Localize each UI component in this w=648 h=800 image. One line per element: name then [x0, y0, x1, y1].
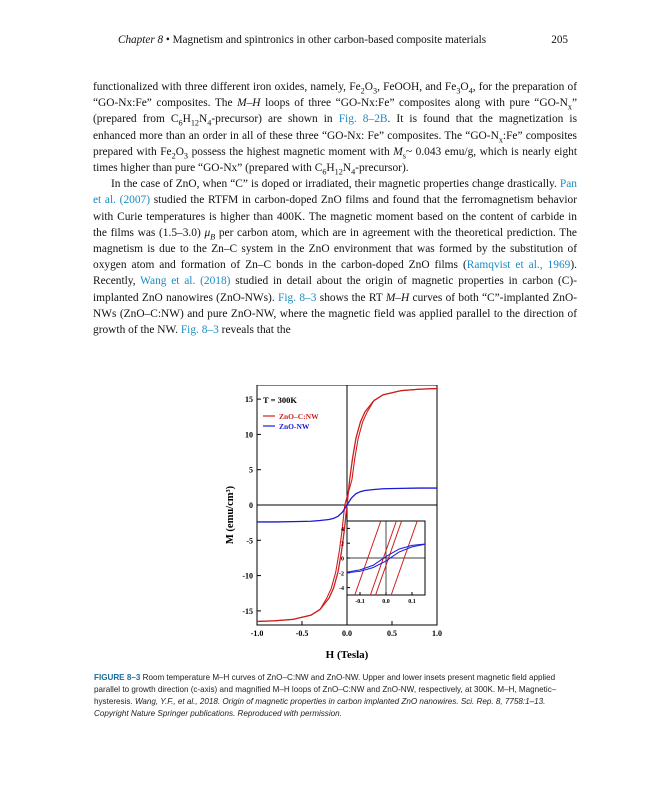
inset-y-tick-label: 0: [341, 556, 344, 563]
inset-y-tick-label: -4: [339, 586, 344, 593]
y-axis-label: M (emu/cm³): [225, 485, 236, 545]
citation-link-pan-2007[interactable]: Pan et al. (2007): [93, 178, 577, 207]
y-tick-label: -15: [242, 606, 253, 616]
chapter-title: • Magnetism and spintronics in other carbon-based composite materials: [163, 34, 487, 46]
caption-citation: Wang, Y.F., et al., 2018. Origin of magnetic properties in carbon implanted ZnO nanowires. Sci. Rep. 8, 7758:1–13. Copyright Nature Springer publications. Reproduced with permission.: [94, 697, 546, 718]
paragraph-2: In the case of ZnO, when “C” is doped or irradiated, their magnetic properties change drastically. Pan et al. (2007) studied the RTFM in carbon-doped ZnO films and found that the ferromagnetism behavior with Curie temperatures is higher than 400K. The magnetic moment based on the content of carbide in the films was (1.5–3.0) $\mu_B$ per carbon atom, which are in agreement with the theoretical prediction. The magnetism is due to the Zn–C system in the ZnO environment that was formed by the substitution of oxygen atom and formation of Zn–C bonds in the carbon-doped ZnO films (Ramqvist et al., 1969). Recently, Wang et al. (2018) studied in detail about the origin of magnetic properties in carbon (C)-implanted ZnO nanowires (ZnO-NWs). Fig. 8–3 shows the RT M–H curves of both “C”-implanted ZnO-NWs (ZnO–C:NW) and pure ZnO-NW, where the magnetic field was applied parallel to the direction of growth of the NW. Fig. 8–3 reveals that the: [93, 178, 577, 337]
figure-link-8-2b[interactable]: Fig. 8–2B: [338, 113, 388, 126]
running-header: [118, 34, 568, 46]
x-tick-label: -1.0: [250, 629, 264, 638]
figure-link-8-3[interactable]: Fig. 8–3: [278, 291, 317, 304]
figure-caption: [94, 672, 578, 720]
y-tick-label: -5: [246, 536, 253, 546]
page-number: 205: [551, 34, 568, 46]
inset-y-tick-label: 4: [341, 526, 344, 533]
caption-label: FIGURE 8–3: [94, 673, 141, 682]
y-tick-label: -10: [242, 571, 253, 581]
inset-y-tick-label: 2: [341, 541, 344, 548]
legend-label-znoc: ZnO–C:NW: [279, 412, 319, 421]
inset-x-tick-label: 0.0: [382, 599, 390, 605]
x-tick-label: 0.0: [342, 629, 352, 638]
figure-8-3: [225, 385, 455, 667]
x-tick-label: 0.5: [387, 629, 397, 638]
figure-link-8-3-second[interactable]: Fig. 8–3: [180, 324, 219, 337]
body-text: [93, 79, 577, 338]
inset-y-tick-label: -2: [339, 571, 344, 578]
paragraph-1: functionalized with three different iron oxides, namely, $Fe_2O_3$, FeOOH, and $Fe_3O_4$, for the preparation of “GO-Nx:Fe” composites. The M–H loops of three “GO-Nx:Fe” composites along with pure “$GO-N_x$” (prepared from $C_6H_{12}N_4-precursor$) are shown in Fig. 8–2B. It is found that the magnetization is enhanced more than an order in all of these three “GO-Nx: Fe” composites. The “$GO-N_x:Fe$” composites prepared with $Fe_2O_3$ possess the highest magnetic moment with $M_s\sim$ 0.043 emu/g, which is nearly eight times higher than pure “GO-Nx” (prepared with $C_6H_{12}N_4-precursor$).: [93, 81, 578, 177]
citation-link-ramqvist-1969[interactable]: Ramqvist et al., 1969: [466, 259, 571, 272]
inset-x-tick-label: 0.1: [408, 599, 416, 605]
y-tick-label: 10: [245, 430, 253, 440]
inset-x-tick-label: -0.1: [355, 599, 365, 605]
caption-text: Room temperature M–H curves of ZnO–C:NW and ZnO-NW. Upper and lower insets present magnetic field applied parallel to growth direction (c-axis) and magnified M–H loops of ZnO–C:NW and ZnO-NW, respectively, at 300K. M–H, Magnetic–hysteresis.: [94, 673, 557, 706]
mh-chart: [225, 385, 455, 667]
temperature-annotation: T = 300K: [263, 395, 297, 405]
y-tick-label: 0: [249, 501, 253, 510]
chapter-label: Chapter 8: [118, 34, 164, 46]
citation-link-wang-2018[interactable]: Wang et al. (2018): [140, 275, 231, 288]
x-axis-label: H (Tesla): [325, 649, 369, 661]
x-tick-label: -0.5: [295, 629, 309, 638]
x-tick-label: 1.0: [432, 629, 442, 638]
legend-label-zno: ZnO-NW: [279, 422, 310, 431]
y-tick-label: 5: [249, 465, 253, 475]
y-tick-label: 15: [245, 395, 253, 405]
